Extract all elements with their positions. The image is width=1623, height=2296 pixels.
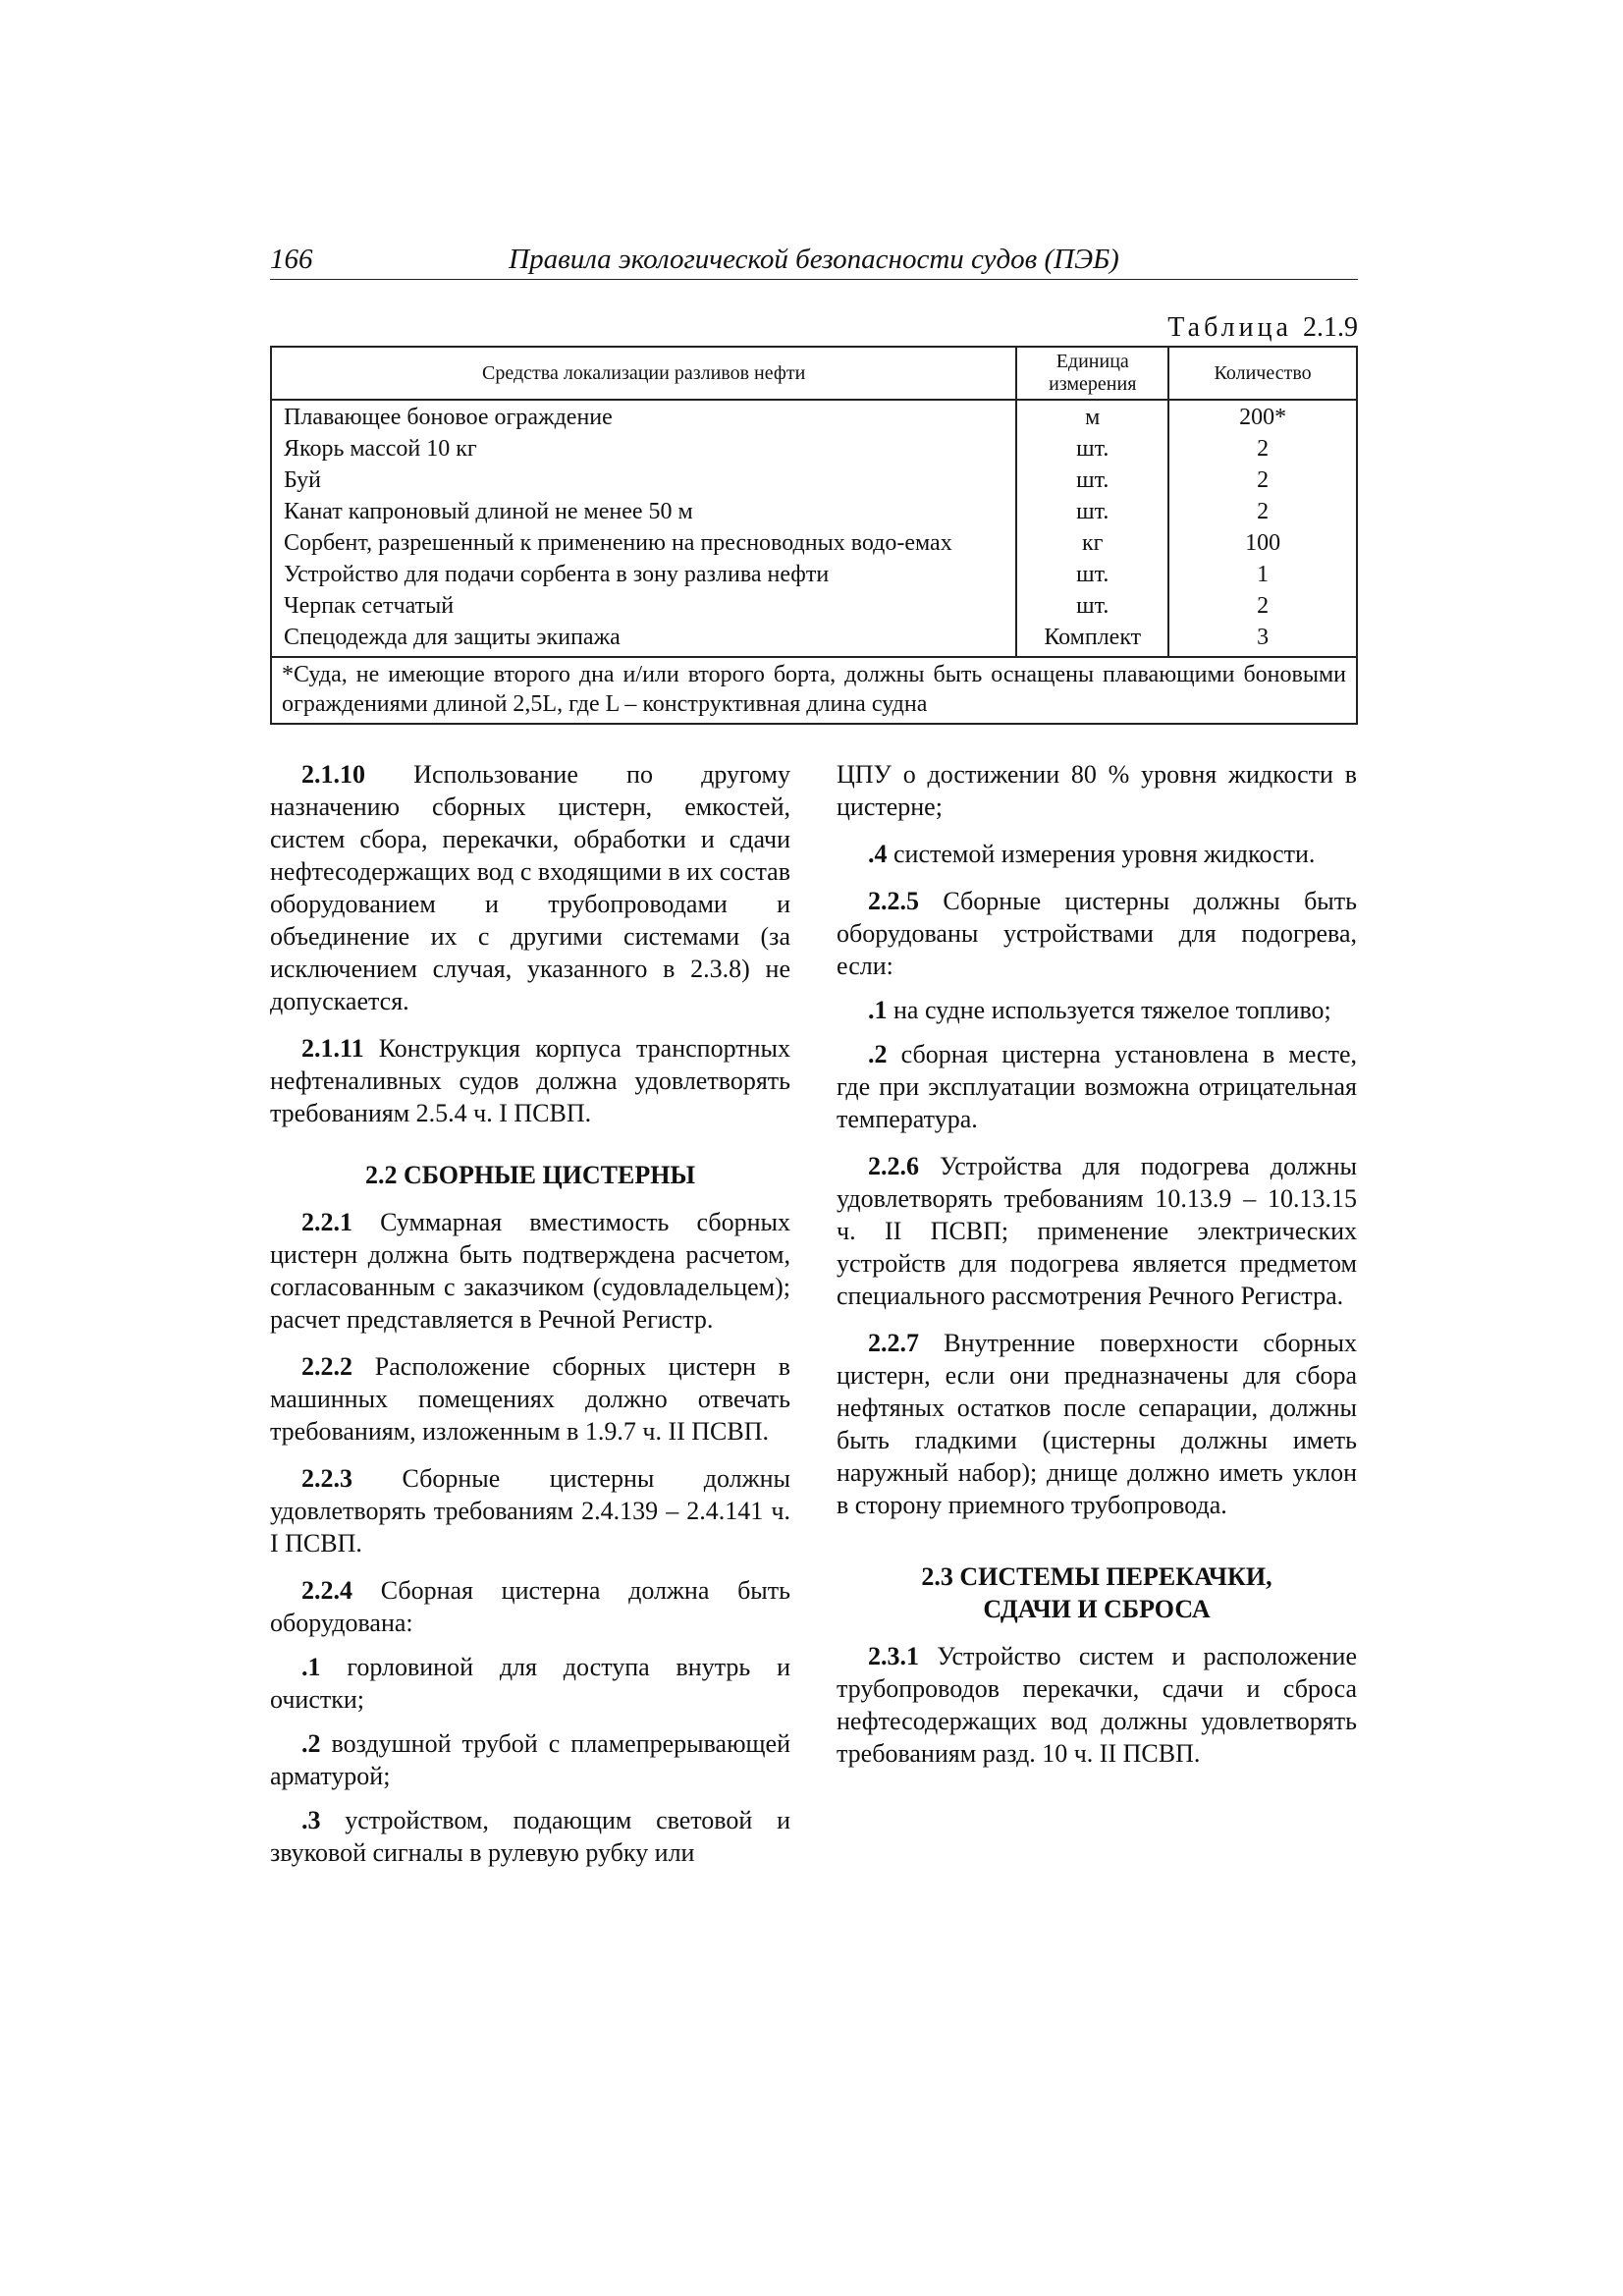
paragraph-2-2-4 — [270, 1574, 790, 1639]
clause-number: 2.2.4 — [301, 1576, 352, 1605]
table-caption — [1167, 312, 1358, 344]
running-header — [270, 244, 1358, 280]
item-text: устройством, подающим световой и звуковой сигналы в рулевую рубку или — [270, 1806, 790, 1867]
item-number: .1 — [301, 1653, 321, 1681]
item-number: .4 — [868, 840, 888, 868]
clause-number: 2.2.1 — [301, 1208, 352, 1236]
paragraph-2-2-7 — [837, 1327, 1357, 1521]
table-cell-qty: 1 — [1168, 560, 1357, 591]
clause-number: 2.1.10 — [301, 760, 365, 789]
clause-text: Суммарная вместимость сборных цистерн должна быть подтверждена расчетом, согласованным с заказчиком (судовладельцем); расчет представляется в Речной Регистр. — [270, 1208, 790, 1334]
table-row — [271, 465, 1357, 497]
list-item-3 — [270, 1804, 790, 1869]
table-cell-name: Канат капроновый длиной не менее 50 м — [271, 497, 1016, 528]
table-cell-qty: 2 — [1168, 465, 1357, 497]
table-cell-unit: Комплект — [1016, 623, 1168, 657]
column-header: Средства локализации разливов нефти — [271, 347, 1016, 400]
table-cell-name: Устройство для подачи сорбента в зону разлива нефти — [271, 560, 1016, 591]
clause-text: Устройства для подогрева должны удовлетворять требованиям 10.13.9 – 10.13.15 ч. II ПСВП; применение электрических устройств для подогрева является предметом специального рассмотрения Речного Регистра. — [837, 1152, 1357, 1310]
table-caption-number: 2.1.9 — [1303, 312, 1358, 343]
section-heading-2-3 — [837, 1560, 1357, 1625]
item-text: сборная цистерна установлена в месте, где при эксплуатации возможна отрицательная температура. — [837, 1040, 1357, 1133]
section-heading-text: 2.2 СБОРНЫЕ ЦИСТЕРНЫ — [364, 1161, 696, 1189]
paragraph-2-2-2 — [270, 1350, 790, 1448]
table-row — [271, 623, 1357, 657]
section-heading-line: 2.3 СИСТЕМЫ ПЕРЕКАЧКИ, — [921, 1562, 1272, 1591]
table-footnote: *Суда, не имеющие второго дна и/или второго борта, должны быть оснащены плавающими боновыми ограждениями длиной 2,5L, где L – конструктивная длина судна — [271, 657, 1357, 724]
paragraph-2-2-3 — [270, 1462, 790, 1559]
list-item-2 — [270, 1727, 790, 1792]
paragraph-2-2-1 — [270, 1206, 790, 1336]
table-header-row — [271, 347, 1357, 400]
paragraph-2-1-11 — [270, 1032, 790, 1129]
table-cell-name: Черпак сетчатый — [271, 591, 1016, 623]
continuation-text: ЦПУ о достижении 80 % уровня жидкости в цистерне; — [837, 760, 1357, 821]
clause-number: 2.2.5 — [868, 887, 919, 915]
clause-number: 2.1.11 — [301, 1034, 364, 1063]
clause-text: Устройство систем и расположение трубопроводов перекачки, сдачи и сброса нефтесодержащих вод должны удовлетворять требованиям разд. 10 ч. II ПСВП. — [837, 1642, 1357, 1768]
table-row — [271, 497, 1357, 528]
item-text: на судне используется тяжелое топливо; — [887, 996, 1331, 1024]
table-cell-name: Плавающее боновое ограждение — [271, 400, 1016, 434]
table-cell-qty: 2 — [1168, 591, 1357, 623]
table-cell-qty: 2 — [1168, 434, 1357, 465]
oil-spill-equipment-table — [270, 346, 1358, 725]
clause-number: 2.2.2 — [301, 1352, 352, 1381]
column-header: Количество — [1168, 347, 1357, 400]
table-row — [271, 560, 1357, 591]
clause-number: 2.2.6 — [868, 1152, 919, 1180]
clause-text: Сборная цистерна должна быть оборудована: — [270, 1576, 790, 1637]
page-number: 166 — [270, 244, 313, 275]
paragraph-2-3-1 — [837, 1640, 1357, 1770]
table-cell-qty: 3 — [1168, 623, 1357, 657]
table-cell-unit: шт. — [1016, 560, 1168, 591]
table-cell-name: Сорбент, разрешенный к применению на пресноводных водо-емах — [271, 528, 1016, 560]
right-column — [837, 758, 1357, 1784]
table-cell-qty: 2 — [1168, 497, 1357, 528]
list-item-5-1 — [837, 994, 1357, 1026]
table-row — [271, 591, 1357, 623]
table-row — [271, 528, 1357, 560]
clause-text: Конструкция корпуса транспортных нефтеналивных судов должна удовлетворять требованиям 2.5.4 ч. I ПСВП. — [270, 1034, 790, 1127]
clause-number: 2.2.7 — [868, 1329, 919, 1357]
item-text: воздушной трубой с пламепрерывающей арматурой; — [270, 1729, 790, 1790]
item-text: системой измерения уровня жидкости. — [887, 840, 1316, 868]
item-number: .2 — [868, 1040, 888, 1068]
table-cell-unit: кг — [1016, 528, 1168, 560]
table-cell-name: Буй — [271, 465, 1016, 497]
left-column — [270, 758, 790, 1881]
column-header: Единица измерения — [1016, 347, 1168, 400]
table-cell-unit: шт. — [1016, 434, 1168, 465]
table-cell-unit: шт. — [1016, 591, 1168, 623]
paragraph-2-2-6 — [837, 1150, 1357, 1312]
item-number: .2 — [301, 1729, 321, 1758]
table-cell-unit: шт. — [1016, 497, 1168, 528]
table-cell-unit: м — [1016, 400, 1168, 434]
table-row — [271, 400, 1357, 434]
section-heading-2-2 — [270, 1159, 790, 1191]
list-item-1 — [270, 1651, 790, 1716]
table-cell-qty: 100 — [1168, 528, 1357, 560]
table-cell-qty: 200* — [1168, 400, 1357, 434]
item-text: горловиной для доступа внутрь и очистки; — [270, 1653, 790, 1714]
running-title: Правила экологической безопасности судов (ПЭБ) — [509, 244, 1119, 275]
clause-text: Использование по другому назначению сборных цистерн, емкостей, систем сбора, перекачки, обработки и сдачи нефтесодержащих вод с входящими в их состав оборудованием и трубопроводами и объединение их с другими системами (за исключением случая, указанного в 2.3.8) не допускается. — [270, 760, 790, 1015]
table-caption-word: Таблица — [1167, 312, 1292, 343]
list-item-5-2 — [837, 1038, 1357, 1135]
clause-text: Сборные цистерны должны удовлетворять требованиям 2.4.139 – 2.4.141 ч. I ПСВП. — [270, 1464, 790, 1558]
clause-text: Сборные цистерны должны быть оборудованы устройствами для подогрева, если: — [837, 887, 1357, 980]
table-cell-unit: шт. — [1016, 465, 1168, 497]
clause-number: 2.2.3 — [301, 1464, 352, 1493]
paragraph-2-1-10 — [270, 758, 790, 1017]
clause-number: 2.3.1 — [868, 1642, 919, 1670]
table-row — [271, 434, 1357, 465]
item-number: .3 — [301, 1806, 321, 1834]
table-cell-name: Спецодежда для защиты экипажа — [271, 623, 1016, 657]
table-footnote-row — [271, 657, 1357, 724]
paragraph-2-2-5 — [837, 885, 1357, 982]
clause-text: Внутренние поверхности сборных цистерн, если они предназначены для сбора нефтяных остатков после сепарации, должны быть гладкими (цистерны должны иметь наружный набор); днище должно иметь уклон в сторону приемного трубопровода. — [837, 1329, 1357, 1519]
section-heading-line: СДАЧИ И СБРОСА — [983, 1595, 1211, 1623]
table-cell-name: Якорь массой 10 кг — [271, 434, 1016, 465]
list-item-4 — [837, 838, 1357, 870]
clause-text: Расположение сборных цистерн в машинных помещениях должно отвечать требованиям, изложенным в 1.9.7 ч. II ПСВП. — [270, 1352, 790, 1446]
item-number: .1 — [868, 996, 888, 1024]
